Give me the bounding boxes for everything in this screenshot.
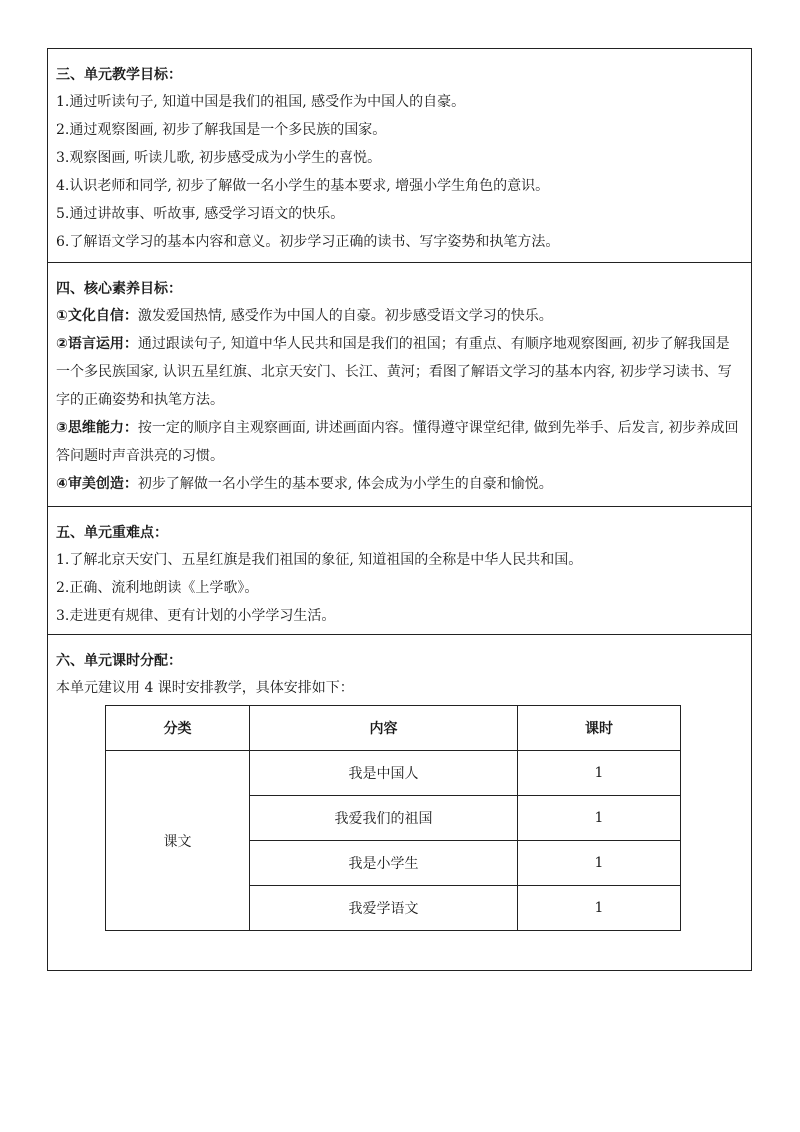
content-cell: 我爱我们的祖国 — [250, 796, 518, 841]
literacy-item — [56, 414, 743, 470]
allocation-table — [105, 705, 681, 931]
document-frame — [47, 48, 752, 971]
goal-item: 2.通过观察图画, 初步了解我国是一个多民族的国家。 — [56, 122, 387, 138]
literacy-item — [56, 470, 743, 498]
hours-cell: 1 — [518, 796, 681, 841]
header-category: 分类 — [106, 706, 250, 751]
allocation-intro: 本单元建议用 4 课时安排教学，具体安排如下： — [56, 680, 354, 696]
category-cell: 课文 — [106, 751, 250, 931]
key-point-item: 2.正确、流利地朗读《上学歌》。 — [56, 580, 259, 596]
goal-item: 5.通过讲故事、听故事, 感受学习语文的快乐。 — [56, 206, 345, 222]
goal-item: 1.通过听读句子, 知道中国是我们的祖国, 感受作为中国人的自豪。 — [56, 94, 466, 110]
goal-item: 3.观察图画, 听读儿歌, 初步感受成为小学生的喜悦。 — [56, 150, 382, 166]
literacy-text: 通过跟读句子, 知道中华人民共和国是我们的祖国；有重点、有顺序地观察图画, 初步了解我国是一个多民族国家, 认识五星红旗、北京天安门、长江、黄河；看图了解语文学习的基本内容, 初步学习读书、写字的正确姿势和执笔方法。 — [56, 336, 732, 408]
goal-item: 4.认识老师和同学, 初步了解做一名小学生的基本要求, 增强小学生角色的意识。 — [56, 178, 550, 194]
content-cell: 我是小学生 — [250, 841, 518, 886]
literacy-item — [56, 302, 743, 330]
literacy-text: 激发爱国热情, 感受作为中国人的自豪。初步感受语文学习的快乐。 — [137, 308, 553, 324]
key-point-item: 3.走进更有规律、更有计划的小学学习生活。 — [56, 608, 336, 624]
section-key-points — [48, 507, 751, 635]
section-lesson-allocation — [48, 635, 751, 970]
hours-cell: 1 — [518, 841, 681, 886]
section-heading: 四、核心素养目标： — [56, 281, 182, 297]
section-heading: 六、单元课时分配： — [56, 653, 182, 669]
header-hours: 课时 — [518, 706, 681, 751]
content-cell: 我是中国人 — [250, 751, 518, 796]
literacy-label: ②语言运用： — [56, 336, 138, 352]
section-teaching-goals — [48, 49, 751, 263]
hours-cell: 1 — [518, 751, 681, 796]
literacy-label: ④审美创造： — [56, 476, 138, 492]
section-core-literacy — [48, 263, 751, 507]
literacy-text: 按一定的顺序自主观察画面, 讲述画面内容。懂得遵守课堂纪律, 做到先举手、后发言, 初步养成回答问题时声音洪亮的习惯。 — [56, 420, 739, 464]
key-point-item: 1.了解北京天安门、五星红旗是我们祖国的象征, 知道祖国的全称是中华人民共和国。 — [56, 552, 583, 568]
literacy-label: ①文化自信： — [56, 308, 138, 324]
table-header-row — [106, 706, 681, 751]
hours-cell: 1 — [518, 886, 681, 931]
section-heading: 五、单元重难点： — [56, 525, 168, 541]
section-heading: 三、单元教学目标： — [56, 67, 182, 83]
header-content: 内容 — [250, 706, 518, 751]
literacy-item — [56, 330, 743, 414]
table-row — [106, 751, 681, 796]
content-cell: 我爱学语文 — [250, 886, 518, 931]
literacy-label: ③思维能力： — [56, 420, 138, 436]
literacy-text: 初步了解做一名小学生的基本要求, 体会成为小学生的自豪和愉悦。 — [137, 476, 553, 492]
goal-item: 6.了解语文学习的基本内容和意义。初步学习正确的读书、写字姿势和执笔方法。 — [56, 234, 560, 250]
